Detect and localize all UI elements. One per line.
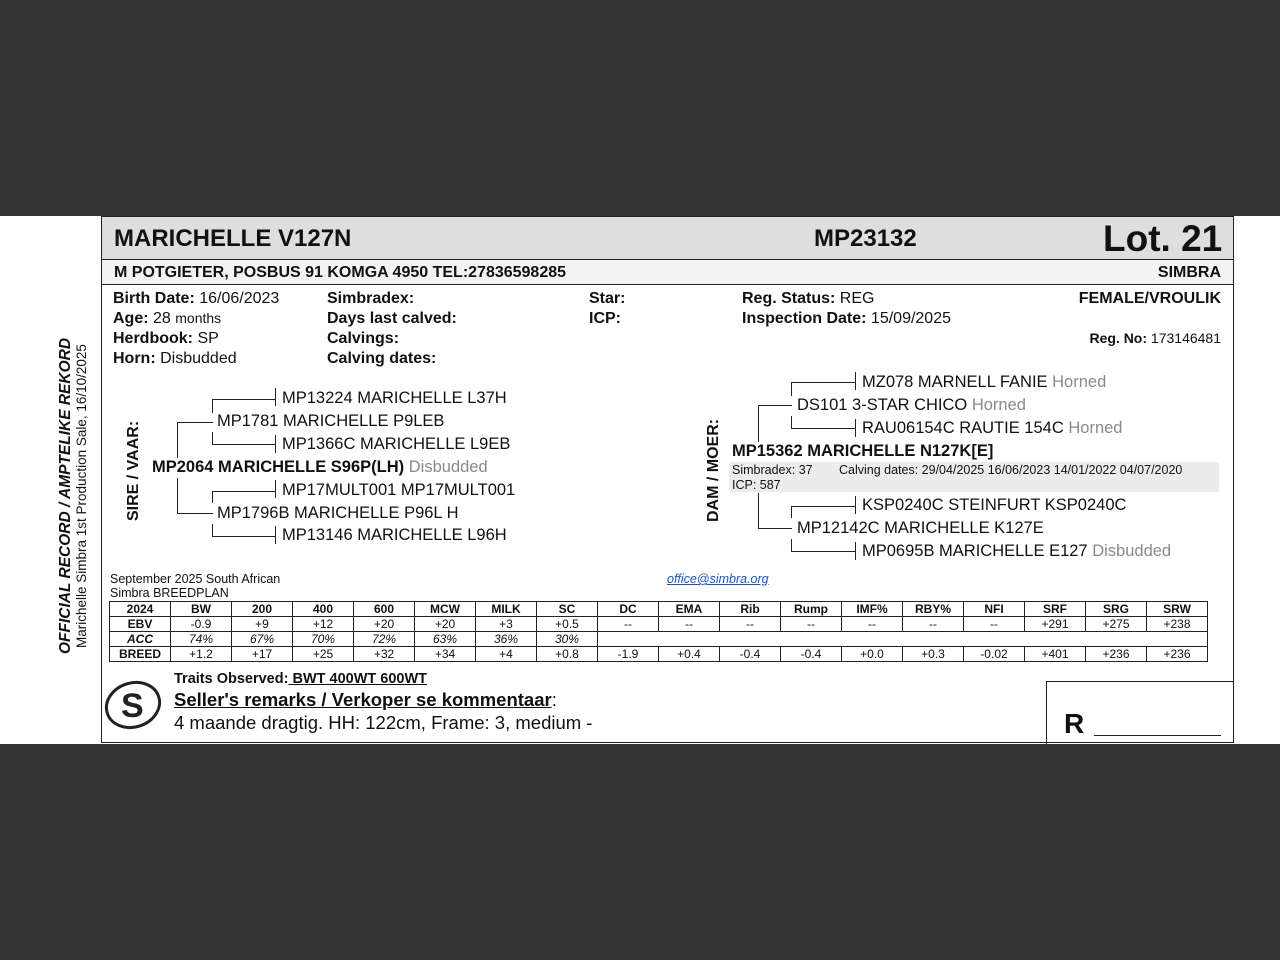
price-label: R <box>1064 708 1085 739</box>
dam-sire: DS101 3-STAR CHICO Horned <box>797 396 1026 414</box>
sire-dam-dam: MP13146 MARICHELLE L96H <box>282 526 507 544</box>
svg-text:S: S <box>121 687 144 725</box>
sex-label: FEMALE/VROULIK <box>1078 290 1221 307</box>
dam-sire-sire: MZ078 MARNELL FANIE Horned <box>862 373 1107 391</box>
dam-simbradex: Simbradex: 37 <box>732 463 813 477</box>
sire-side-label: SIRE / VAAR: <box>125 420 142 521</box>
sire-sire-sire: MP13224 MARICHELLE L37H <box>282 389 507 407</box>
sire-sire-dam: MP1366C MARICHELLE L9EB <box>282 435 511 453</box>
price-line[interactable] <box>1094 735 1221 736</box>
icp-label: ICP: <box>589 310 621 327</box>
breedplan-line2: Simbra BREEDPLAN <box>110 586 229 600</box>
ebv-row: EBV -0.9 +9 +12 +20 +20 +3 +0.5 -- -- -- -- -- -- -- +291 +275 +238 <box>110 617 1208 632</box>
animal-id: MP23132 <box>814 225 917 252</box>
animal-name: MARICHELLE V127N <box>114 225 352 252</box>
breeder-bar <box>101 260 1234 285</box>
header-bar <box>101 216 1234 260</box>
reg-status: Reg. Status: REG <box>742 290 875 307</box>
breedplan-line1: September 2025 South African <box>110 572 281 586</box>
birth-date: Birth Date: 16/06/2023 <box>113 290 280 307</box>
dam-icp: ICP: 587 <box>732 478 781 492</box>
remarks-text: 4 maande dragtig. HH: 122cm, Frame: 3, medium - <box>174 712 593 733</box>
dam-sire-dam: RAU06154C RAUTIE 154C Horned <box>862 419 1123 437</box>
dam-dam: MP12142C MARICHELLE K127E <box>797 519 1044 537</box>
dam-name: MP15362 MARICHELLE N127K[E] <box>732 442 994 460</box>
herdbook: Herdbook: SP <box>113 330 219 347</box>
email-link[interactable]: office@simbra.org <box>667 572 769 586</box>
horn-status: Horn: Disbudded <box>113 350 237 367</box>
calving-dates-label: Calving dates: <box>327 350 437 367</box>
simbradex-label: Simbradex: <box>327 290 415 307</box>
dam-side-label: DAM / MOER: <box>705 418 722 522</box>
reg-number: Reg. No: 173146481 <box>1089 330 1221 346</box>
simbra-logo-icon <box>103 677 163 731</box>
breeder-info: M POTGIETER, POSBUS 91 KOMGA 4950 TEL:27836598285 <box>114 264 567 281</box>
sire-dam-sire: MP17MULT001 MP17MULT001 <box>282 481 516 499</box>
catalogue-page <box>0 216 1280 744</box>
lot-number: Lot. 21 <box>1103 218 1223 259</box>
days-calved-label: Days last calved: <box>327 310 457 327</box>
remarks-title: Seller's remarks / Verkoper se kommentaar: <box>174 689 557 710</box>
ebv-table <box>109 601 1208 662</box>
sale-label: Marichelle Simbra 1st Production Sale, 16/10/2025 <box>74 344 89 648</box>
sire-sire: MP1781 MARICHELLE P9LEB <box>217 412 445 430</box>
traits-observed: Traits Observed: BWT 400WT 600WT <box>174 671 428 687</box>
breed-row: BREED +1.2 +17 +25 +32 +34 +4 +0.8 -1.9 +0.4 -0.4 -0.4 +0.0 +0.3 -0.02 +401 +236 +236 <box>110 647 1208 662</box>
sire-dam: MP1796B MARICHELLE P96L H <box>217 504 459 522</box>
dam-dam-sire: KSP0240C STEINFURT KSP0240C <box>862 496 1127 514</box>
acc-row: ACC 74% 67% 70% 72% 63% 36% 30% <box>110 632 1208 647</box>
star-label: Star: <box>589 290 626 307</box>
calvings-label: Calvings: <box>327 330 400 347</box>
age: Age: 28 months <box>113 310 222 327</box>
inspection-date: Inspection Date: 15/09/2025 <box>742 310 951 327</box>
ebv-header-row: 2024 BW 200 400 600 MCW MILK SC DC EMA Rib Rump IMF% RBY% NFI SRF SRG SRW <box>110 602 1208 617</box>
sire-name: MP2064 MARICHELLE S96P(LH) Disbudded <box>152 458 488 476</box>
dam-dam-dam: MP0695B MARICHELLE E127 Disbudded <box>862 542 1172 560</box>
official-record-label: OFFICIAL RECORD / AMPTELIKE REKORD <box>57 337 74 654</box>
simbra-logo <box>103 677 163 731</box>
dam-calving-dates: Calving dates: 29/04/2025 16/06/2023 14/01/2022 04/07/2020 <box>839 463 1183 477</box>
breed-name: SIMBRA <box>1157 264 1221 281</box>
